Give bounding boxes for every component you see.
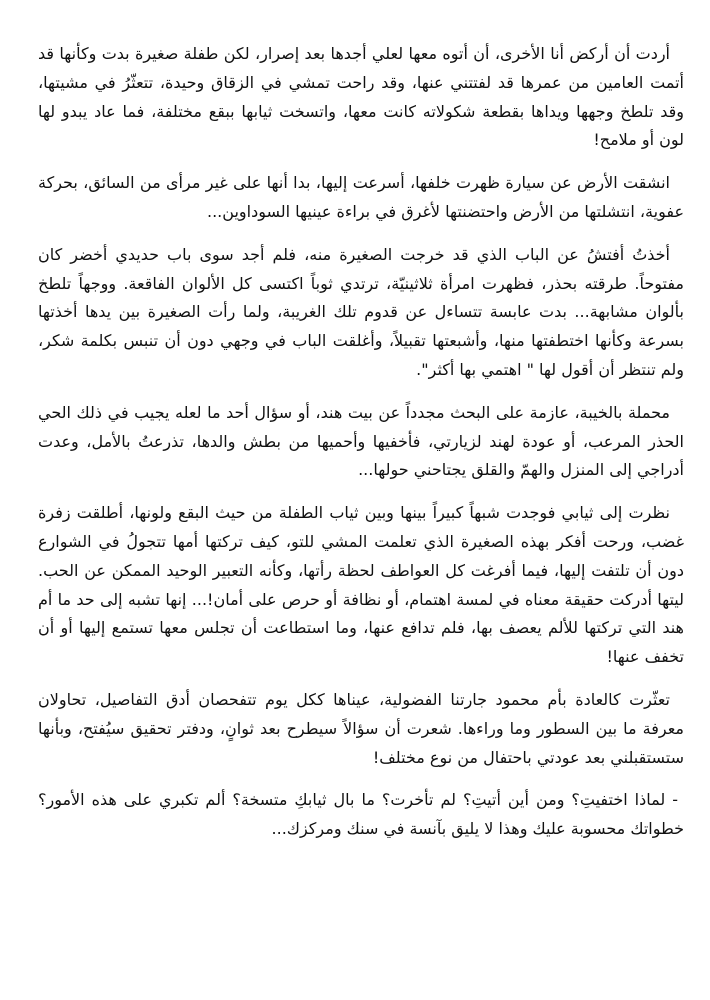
document-page	[38, 40, 684, 858]
paragraph-3: أخذتُ أفتشُ عن الباب الذي قد خرجت الصغيرة منه، فلم أجد سوى باب حديدي أخضر كان مفتوحاً. طرقته بحذر، فظهرت امرأة ثلاثينيّة، ترتدي ثوباً اكتسى كل الألوان الفاقعة. ووجهاً تلطخ بألوان مشابهة... بدت عابسة تتساءل عن قدوم تلك الغريبة، ولما رأت الصغيرة بين يدها أخذتها بسرعة وكأنها اختطفتها منها، وأشبعتها تقبيلاً، وأغلقت الباب في وجهي دون أن تنبس بكلمة شكر، ولم تنتظر أن أقول لها " اهتمي بها أكثر".	[38, 244, 684, 379]
paragraph-7-dialogue: - لماذا اختفيتِ؟ ومن أين أتيتِ؟ لم تأخرت؟ ما بال ثيابكِ متسخة؟ ألم تكبري على هذه الأمور؟ خطواتك محسوبة عليك وهذا لا يليق بآنسة في سنك ومركزك...	[38, 790, 684, 839]
paragraph-6: تعثّرت كالعادة بأم محمود جارتنا الفضولية، عيناها ككل يوم تتفحصان أدق التفاصيل، تحاولان معرفة ما بين السطور وما وراءها. شعرت أن سؤالاً سيطرح بعد ثوانٍ، ودفتر تحقيق سيُفتح، وبأنها ستستقبلني بعد عودتي باحتفال من نوع مختلف!	[38, 689, 684, 767]
paragraph-2: انشقت الأرض عن سيارة ظهرت خلفها، أسرعت إليها، بدا أنها على غير مرأى من السائق، بحركة عفوية، انتشلتها من الأرض واحتضنتها لأغرق في براءة عينيها السوداوين...	[38, 173, 684, 221]
paragraph-1: أردت أن أركض أنا الأخرى، أن أتوه معها لعلي أجدها بعد إصرار، لكن طفلة صغيرة بدت وكأنها قد أتمت العامين من عمرها قد لفتتني عنها، وقد راحت تمشي في الزقاق وحيدة، تتعثّرُ في مشيتها، وقد تلطخ وجهها ويداها بقطعة شكولاته كانت معها، واتسخت ثيابها ببقع مختلفة، فما عاد يبدو لها لون أو ملامح!	[38, 44, 684, 150]
paragraph-5: نظرت إلى ثيابي فوجدت شبهاً كبيراً بينها وبين ثياب الطفلة من حيث البقع ولونها، أطلقت زفرة غضب، ورحت أفكر بهذه الصغيرة الذي تعلمت المشي للتو، كيف تركتها أمها تتجولُ في الشوارع دون أن تلتفت إليها، فيما أفرغت كل العواطف لحظة رأتها، وكأنه التعبير الوحيد الممكن عن الحب. ليتها أدركت حقيقة معناه في لمسة اهتمام، أو نظافة أو حرص على أمان!... إنها تشبه إلى حد ما أم هند التي تركتها للألم يعصف بها، فلم تدافع عنها، وما استطاعت أن تجلس معها تستمع إليها أو أن تخفف عنها!	[38, 503, 684, 667]
paragraph-4: محملة بالخيبة، عازمة على البحث مجدداً عن بيت هند، أو سؤال أحد ما لعله يجيب في ذلك الحي الحذر المرعب، أو عودة لهند لزيارتي، فأخفيها وأحميها من بطش والدها، تذرعتُ بالأمل، وعدت أدراجي إلى المنزل والهمّ والقلق يجتاحني حولها...	[38, 402, 684, 480]
